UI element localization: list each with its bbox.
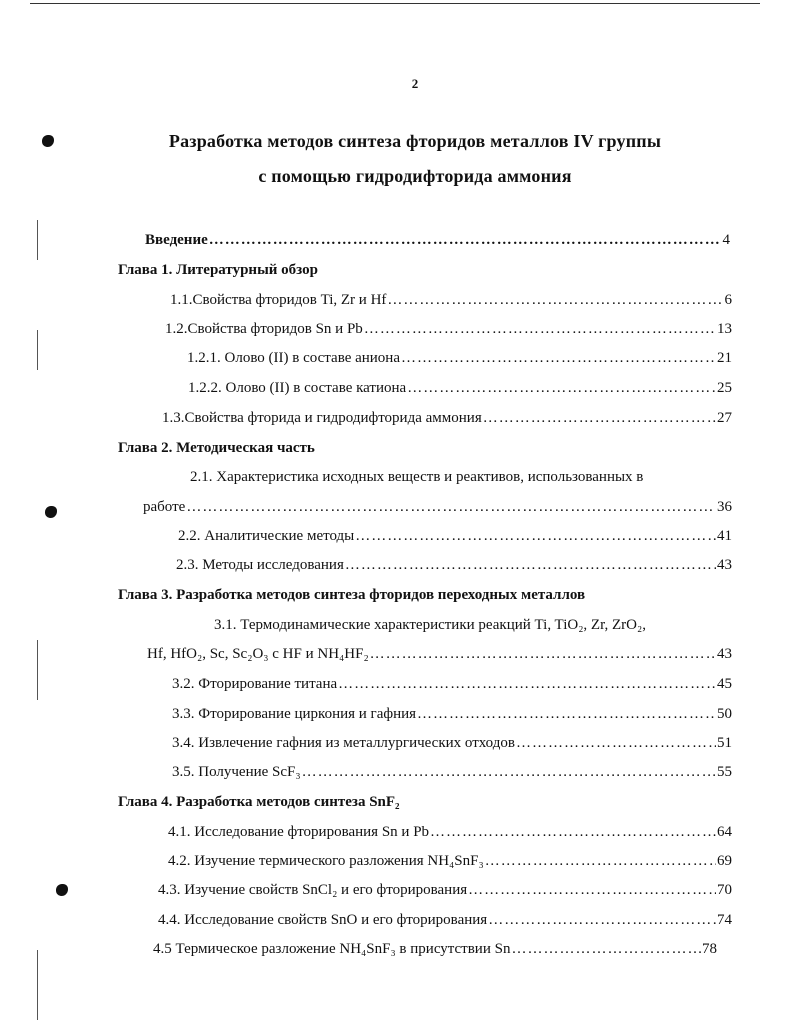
punch-hole-mark bbox=[56, 884, 68, 896]
toc-entry-3-1: Hf, HfO₂, Sc, Sc₂O₃ с HF и NH₄HF₂ ………………………………………………………………………………………………………………………………………………………………………… 43 bbox=[147, 646, 732, 663]
toc-entry-4-5: 4.5 Термическое разложение NH₄SnF₃ в присутствии Sn ………………………………………………………………………………………………………………………………………………………………………… 78 bbox=[153, 941, 717, 958]
toc-entry-2-2: 2.2. Аналитические методы ………………………………………………………………………………………………………………………………………………………………………… 41 bbox=[178, 528, 732, 545]
toc-entry-1-1: 1.1.Свойства фторидов Ti, Zr и Hf ………………………………………………………………………………………………………………………………………………………………………… 6 bbox=[170, 292, 732, 309]
toc-entry-4-2: 4.2. Изучение термического разложения NH₄SnF₃ ………………………………………………………………………………………………………………………………………………………………………… 69 bbox=[168, 853, 732, 870]
chapter-2-heading: Глава 2. Методическая часть bbox=[118, 440, 315, 456]
toc-entry-3-5: 3.5. Получение ScF₃ ………………………………………………………………………………………………………………………………………………………………………… 55 bbox=[172, 764, 732, 781]
toc-entry-4-3: 4.3. Изучение свойств SnCl₂ и его фторирования ………………………………………………………………………………………………………………………………………………………………………… 70 bbox=[158, 882, 732, 899]
toc-entry-3-4: 3.4. Извлечение гафния из металлургических отходов ………………………………………………………………………………………………………………………………………………………………………… 51 bbox=[172, 735, 732, 752]
left-edge-mark bbox=[37, 330, 38, 370]
title-line-2: с помощью гидродифторида аммония bbox=[258, 166, 572, 186]
left-edge-mark bbox=[37, 950, 38, 1020]
toc-entry-2-1: работе ………………………………………………………………………………………………………………………………………………………………………… 36 bbox=[143, 499, 732, 516]
leader-dots bbox=[209, 232, 722, 249]
toc-entry-3-2: 3.2. Фторирование титана ………………………………………………………………………………………………………………………………………………………………………… 45 bbox=[172, 676, 732, 693]
page-number: 2 bbox=[411, 76, 419, 91]
toc-entry-1-2: 1.2.Свойства фторидов Sn и Pb ………………………………………………………………………………………………………………………………………………………………………… 13 bbox=[165, 321, 732, 338]
chapter-1-heading: Глава 1. Литературный обзор bbox=[118, 262, 318, 278]
toc-entry-4-4: 4.4. Исследование свойств SnO и его фторирования ………………………………………………………………………………………………………………………………………………………………………… 74 bbox=[158, 912, 732, 929]
toc-entry-4-1: 4.1. Исследование фторирования Sn и Pb ………………………………………………………………………………………………………………………………………………………………………… 64 bbox=[168, 824, 732, 841]
toc-entry-3-3: 3.3. Фторирование циркония и гафния ………………………………………………………………………………………………………………………………………………………………………… 50 bbox=[172, 706, 732, 723]
toc-entry-1-2-2: 1.2.2. Олово (II) в составе катиона ………………………………………………………………………………………………………………………………………………………………………… 25 bbox=[188, 380, 732, 397]
toc-entry-page: 4 bbox=[722, 232, 730, 248]
toc-entry-2-1-line1: 2.1. Характеристика исходных веществ и реактивов, использованных в bbox=[190, 469, 644, 485]
toc-entry-intro bbox=[145, 232, 730, 249]
toc-entry-3-1-line1: 3.1. Термодинамические характеристики реакций Ti, TiO₂, Zr, ZrO₂, bbox=[214, 617, 646, 633]
chapter-4-heading: Глава 4. Разработка методов синтеза SnF₂ bbox=[118, 794, 400, 810]
left-edge-mark bbox=[37, 640, 38, 700]
toc-entry-1-2-1: 1.2.1. Олово (II) в составе аниона ………………………………………………………………………………………………………………………………………………………………………… 21 bbox=[187, 350, 732, 367]
top-rule bbox=[30, 3, 760, 4]
toc-entry-2-3: 2.3. Методы исследования ………………………………………………………………………………………………………………………………………………………………………… 43 bbox=[176, 557, 732, 574]
punch-hole-mark bbox=[45, 506, 57, 518]
left-edge-mark bbox=[37, 220, 38, 260]
chapter-3-heading: Глава 3. Разработка методов синтеза фторидов переходных металлов bbox=[118, 587, 586, 603]
title-line-1: Разработка методов синтеза фторидов металлов IV группы bbox=[168, 131, 662, 151]
toc-entry-title: Введение bbox=[145, 232, 208, 248]
toc-entry-1-3: 1.3.Свойства фторида и гидродифторида аммония ………………………………………………………………………………………………………………………………………………………………………… 27 bbox=[162, 410, 732, 427]
